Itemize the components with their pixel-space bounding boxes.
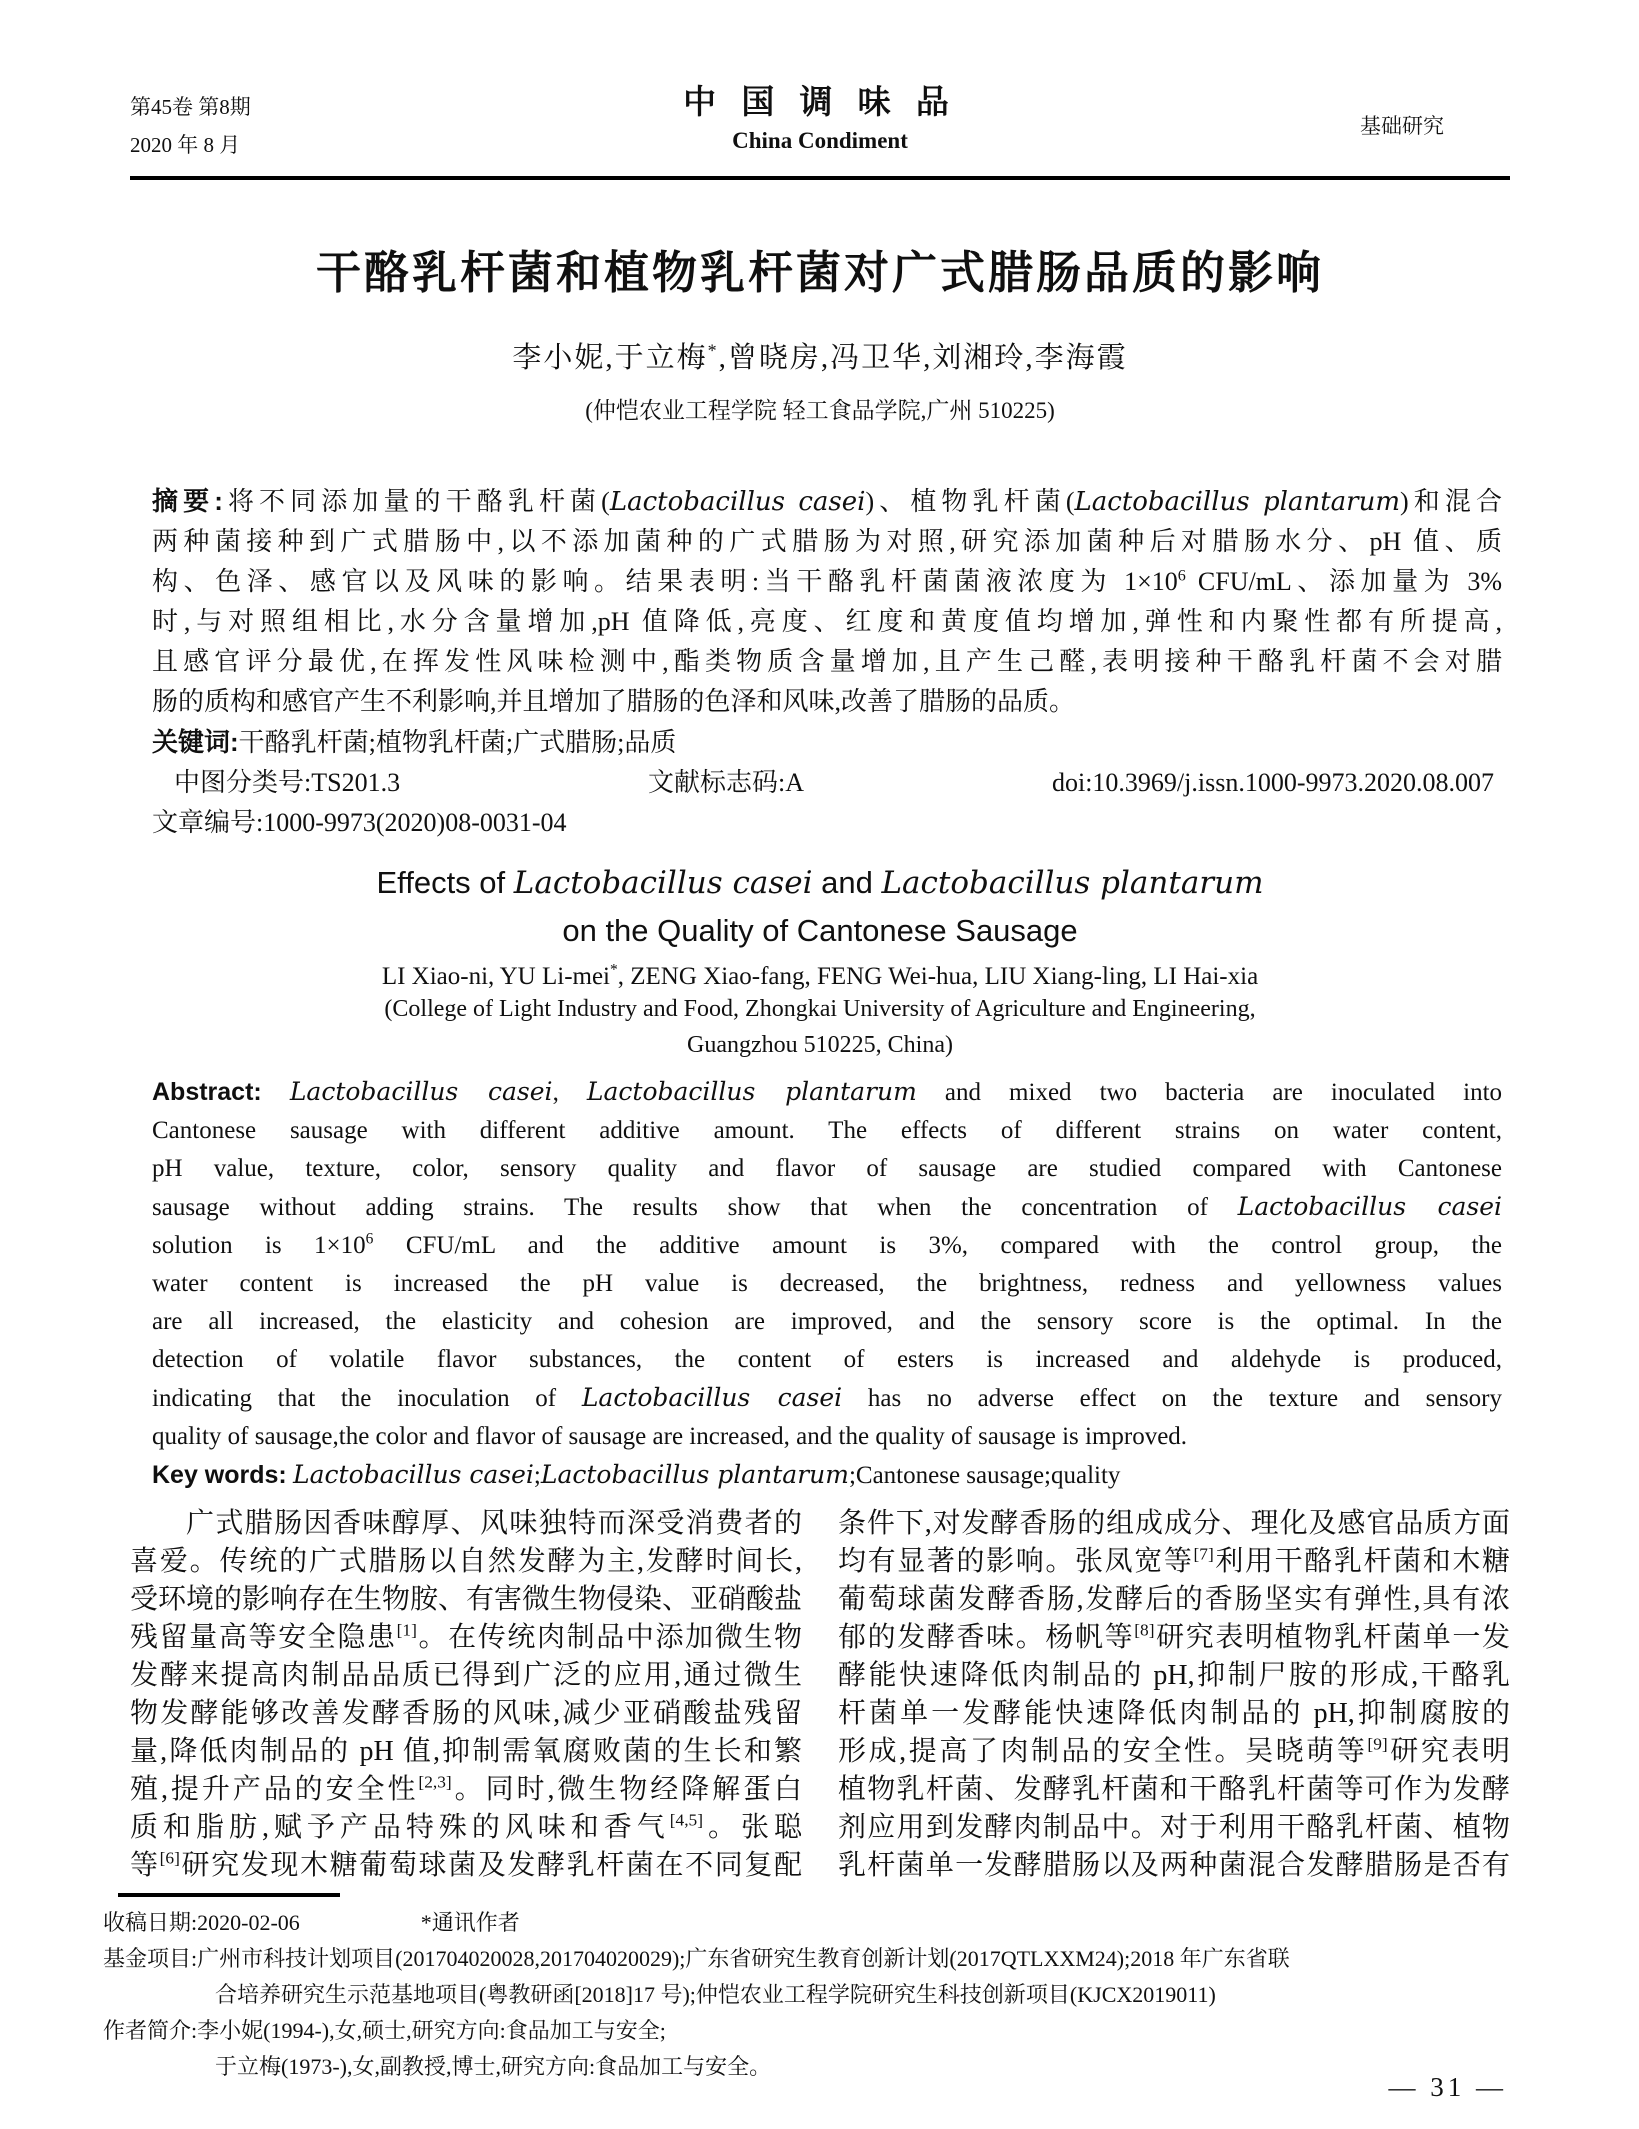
text-line <box>103 1905 1510 1941</box>
text-segment: 干酪乳杆菌;植物乳杆菌;广式腊肠;品质 <box>238 728 677 757</box>
doi: doi:10.3969/j.issn.1000-9973.2020.08.007 <box>1051 768 1494 797</box>
text-line: pH value, texture, color, sensory quality and flavor of sausage are studied compared with Cantonese <box>152 1155 1502 1182</box>
footnote-divider <box>118 1893 340 1897</box>
text-segment: LI Xiao-ni, YU Li-mei <box>381 963 611 990</box>
body-columns <box>130 1505 1510 1885</box>
superscript-text: [4,5] <box>669 1810 704 1830</box>
text-segment: Abstract: <box>152 1078 262 1106</box>
italic-text: Lactobacillus casei <box>581 1383 843 1412</box>
text-line <box>103 2049 1510 2085</box>
text-line <box>130 1847 802 1885</box>
text-line: 时,与对照组相比,水分含量增加,pH 值降低,亮度、红度和黄度值均增加,弹性和内聚性都有所提高, <box>152 607 1502 636</box>
text-line <box>152 481 1502 522</box>
text-segment: 均有显著的影响。张凤宽等 <box>838 1546 1194 1577</box>
italic-text: Lactobacillus casei <box>289 1077 553 1106</box>
text-line: 喜爱。传统的广式腊肠以自然发酵为主,发酵时间长, <box>130 1546 802 1577</box>
page-number: — 31 — <box>1388 2072 1507 2102</box>
superscript-text: 6 <box>1177 567 1186 585</box>
affiliation-cn: (仲恺农业工程学院 轻工食品学院,广州 510225) <box>585 398 1055 423</box>
text-line <box>103 2013 1510 2049</box>
superscript-text: [2,3] <box>418 1772 452 1792</box>
text-segment: 基金项目:广州市科技计划项目(201704020028,201704020029);广东省研究生教育创新计划(2017QTLXXM24);2018 年广东省联 <box>103 1946 1290 1971</box>
superscript-text: [6] <box>159 1848 180 1868</box>
text-line: 剂应用到发酵肉制品中。对于利用干酪乳杆菌、植物 <box>838 1812 1510 1843</box>
text-segment: 郁的发酵香味。杨帆等 <box>838 1622 1135 1653</box>
text-segment: )、植物乳杆菌( <box>865 487 1075 516</box>
text-line: 量,降低肉制品的 pH 值,抑制需氧腐败菌的生长和繁 <box>130 1736 802 1767</box>
text-segment: 关键词: <box>152 727 239 757</box>
footnote-lines <box>103 1905 1510 2085</box>
journal-header <box>130 76 1510 164</box>
body-right-column <box>838 1505 1510 1885</box>
text-segment: 将不同添加量的干酪乳杆菌( <box>222 487 610 516</box>
text-line <box>152 562 1502 602</box>
journal-volume-issue: 第45卷 第8期 <box>130 95 251 119</box>
text-segment: sausage without adding strains. The results show that when the concentration of <box>152 1194 1238 1221</box>
italic-text: Lactobacillus plantarum <box>586 1077 917 1106</box>
italic-text: Lactobacillus plantarum <box>881 865 1264 901</box>
italic-text: Lactobacillus casei <box>609 487 866 517</box>
italic-text: Lactobacillus plantarum <box>540 1460 849 1489</box>
journal-title-cn: 中 国 调 味 品 <box>683 83 957 120</box>
superscript-text: 6 <box>365 1230 374 1248</box>
text-line <box>152 1227 1502 1265</box>
article-title-en-line1 <box>130 859 1510 907</box>
abstract-cn <box>152 481 1502 843</box>
footnote-block <box>103 1893 1510 2085</box>
text-segment: 李小妮,于立梅 <box>512 342 708 374</box>
authors-en <box>130 963 1510 991</box>
superscript-text: [8] <box>1134 1620 1155 1640</box>
text-line <box>130 1771 802 1809</box>
text-line <box>130 1619 802 1657</box>
text-segment: 研究发现木糖葡萄球菌及发酵乳杆菌在不同复配 <box>179 1850 802 1881</box>
journal-title-en: China Condiment <box>732 128 908 153</box>
text-line: detection of volatile flavor substances, the content of esters is increased and aldehyde is produced, <box>152 1346 1502 1373</box>
text-segment <box>262 1079 290 1106</box>
text-line: 杆菌单一发酵能快速降低肉制品的 pH,抑制腐胺的 <box>838 1698 1510 1729</box>
text-line: 物发酵能够改善发酵香肠的风味,减少亚硝酸盐残留 <box>130 1698 802 1729</box>
text-segment: 构、色泽、感官以及风味的影响。结果表明:当干酪乳杆菌菌液浓度为 1×10 <box>152 567 1178 596</box>
text-line: 植物乳杆菌、发酵乳杆菌和干酪乳杆菌等可作为发酵 <box>838 1774 1510 1805</box>
italic-text: Lactobacillus plantarum <box>1074 487 1401 517</box>
text-segment: 形成,提高了肉制品的安全性。吴晓萌等 <box>838 1736 1368 1767</box>
text-segment: 肠的质构和感官产生不利影响,并且增加了腊肠的色泽和风味,改善了腊肠的品质。 <box>152 687 1076 716</box>
text-line: 受环境的影响存在生物胺、有害微生物侵染、亚硝酸盐 <box>130 1584 803 1615</box>
journal-title-block <box>380 76 1260 164</box>
text-line <box>103 1977 1510 2013</box>
text-segment: 摘要: <box>152 486 223 516</box>
text-line: 两种菌接种到广式腊肠中,以不添加菌种的广式腊肠为对照,研究添加菌种后对腊肠水分、pH 值、质 <box>152 527 1502 556</box>
text-segment: 殖,提升产品的安全性 <box>130 1774 419 1805</box>
text-segment: 。同时,微生物经降解蛋白 <box>451 1774 802 1805</box>
text-segment: 利用干酪乳杆菌和木糖 <box>1213 1546 1510 1577</box>
keywords-cn <box>152 722 1502 763</box>
text-segment: 广式腊肠因香味醇厚、风味独特而深受消费者的 <box>186 1508 802 1539</box>
page-content <box>0 76 1639 2085</box>
classification-row <box>174 763 1494 803</box>
text-line <box>838 1733 1510 1771</box>
text-segment: ; <box>533 1462 541 1489</box>
text-line: are all increased, the elasticity and cohesion are improved, and the sensory score is the optimal. In the <box>152 1308 1502 1335</box>
text-segment: has no adverse effect on the texture and sensory <box>842 1385 1502 1412</box>
text-segment: Effects of <box>376 865 514 900</box>
text-segment: indicating that the inoculation of <box>152 1385 582 1412</box>
text-segment: 等 <box>130 1850 160 1881</box>
italic-text: Lactobacillus casei <box>513 865 813 901</box>
text-segment: 合培养研究生示范基地项目(粤教研函[2018]17 号);仲恺农业工程学院研究生科技创新项目(KJCX2019011) <box>215 1982 1216 2007</box>
text-line <box>838 1543 1510 1581</box>
journal-date: 2020 年 8 月 <box>130 133 241 157</box>
text-line: 葡萄球菌发酵香肠,发酵后的香肠坚实有弹性,具有浓 <box>838 1584 1510 1615</box>
section-tag: 基础研究 <box>1360 114 1444 138</box>
text-segment: 。在传统肉制品中添加微生物 <box>416 1622 802 1653</box>
superscript-text: [7] <box>1193 1544 1214 1564</box>
article-id: 文章编号:1000-9973(2020)08-0031-04 <box>152 808 567 837</box>
italic-text: Lactobacillus casei <box>1237 1192 1502 1221</box>
text-line: 乳杆菌单一发酵腊肠以及两种菌混合发酵腊肠是否有 <box>838 1850 1510 1881</box>
text-line: water content is increased the pH value is decreased, the brightness, redness and yellowness values <box>152 1270 1502 1297</box>
abstract-en <box>152 1073 1502 1495</box>
text-segment: )和混合 <box>1400 487 1502 516</box>
text-segment: and <box>812 865 882 900</box>
abstract-cn-lines <box>152 481 1502 722</box>
text-segment: 于立梅(1973-),女,副教授,博士,研究方向:食品加工与安全。 <box>215 2054 772 2079</box>
body-left-column <box>130 1505 802 1885</box>
text-segment: on the Quality of Cantonese Sausage <box>562 913 1078 948</box>
article-title-cn: 干酪乳杆菌和植物乳杆菌对广式腊肠品质的影响 <box>315 247 1324 298</box>
text-segment: and mixed two bacteria are inoculated into <box>916 1079 1503 1106</box>
authors-cn <box>130 335 1510 376</box>
text-segment: , ZENG Xiao-fang, FENG Wei-hua, LIU Xiang-ling, LI Hai-xia <box>617 963 1259 990</box>
text-segment: CFU/mL and the additive amount is 3%, compared with the control group, the <box>373 1232 1502 1259</box>
text-line <box>130 1809 802 1847</box>
text-line: 发酵来提高肉制品品质已得到广泛的应用,通过微生 <box>130 1660 802 1691</box>
text-segment: ;Cantonese sausage;quality <box>848 1462 1121 1489</box>
text-segment: 残留量高等安全隐患 <box>130 1622 397 1653</box>
text-segment: 研究表明植物乳杆菌单一发 <box>1154 1622 1510 1653</box>
document-code: 文献标志码:A <box>648 768 805 797</box>
text-segment: solution is 1×10 <box>152 1232 366 1259</box>
superscript-text: * <box>707 340 719 361</box>
text-line <box>152 682 1502 722</box>
article-title-en-line2 <box>130 907 1510 955</box>
italic-text: Lactobacillus casei <box>293 1460 534 1489</box>
text-segment: 研究表明 <box>1387 1736 1510 1767</box>
text-segment: Key words: <box>152 1461 287 1489</box>
text-line: Cantonese sausage with different additive amount. The effects of different strains on water content, <box>152 1117 1502 1144</box>
header-rule <box>130 176 1510 180</box>
text-segment: , <box>552 1079 587 1106</box>
affiliation-en-line1: (College of Light Industry and Food, Zhongkai University of Agriculture and Engineering, <box>384 996 1256 1022</box>
article-title-en <box>130 859 1510 955</box>
superscript-text: [1] <box>396 1620 417 1640</box>
text-segment: CFU/mL、添加量为 3% <box>1185 567 1502 596</box>
text-segment: ,曾晓房,冯卫华,刘湘玲,李海霞 <box>718 342 1128 374</box>
clc-number: 中图分类号:TS201.3 <box>174 768 401 797</box>
text-segment: 作者简介:李小妮(1994-),女,硕士,研究方向:食品加工与安全; <box>103 2018 666 2043</box>
text-line: 酵能快速降低肉制品的 pH,抑制尸胺的形成,干酪乳 <box>838 1660 1510 1691</box>
text-line <box>103 1941 1510 1977</box>
text-line: 且感官评分最优,在挥发性风味检测中,酯类物质含量增加,且产生己醛,表明接种干酪乳杆菌不会对腊 <box>152 647 1502 676</box>
text-line <box>130 1505 802 1543</box>
text-line <box>838 1619 1510 1657</box>
text-line <box>152 1418 1502 1456</box>
text-line <box>152 1379 1502 1418</box>
superscript-text: * <box>610 961 618 979</box>
text-segment: quality of sausage,the color and flavor of sausage are increased, and the quality of sausage is improved. <box>152 1423 1188 1450</box>
text-segment: 。张聪 <box>703 1812 802 1843</box>
text-line <box>152 1456 1502 1495</box>
affiliation-en-line2: Guangzhou 510225, China) <box>687 1032 953 1058</box>
text-segment: 收稿日期:2020-02-06 *通讯作者 <box>103 1910 520 1935</box>
text-segment: 质和脂肪,赋予产品特殊的风味和香气 <box>130 1812 670 1843</box>
text-line: 条件下,对发酵香肠的组成成分、理化及感官品质方面 <box>838 1508 1510 1539</box>
superscript-text: [9] <box>1367 1734 1388 1754</box>
affiliation-en <box>130 991 1510 1063</box>
journal-issue-block <box>130 88 380 164</box>
text-line <box>152 1188 1502 1227</box>
text-line <box>152 1073 1502 1112</box>
